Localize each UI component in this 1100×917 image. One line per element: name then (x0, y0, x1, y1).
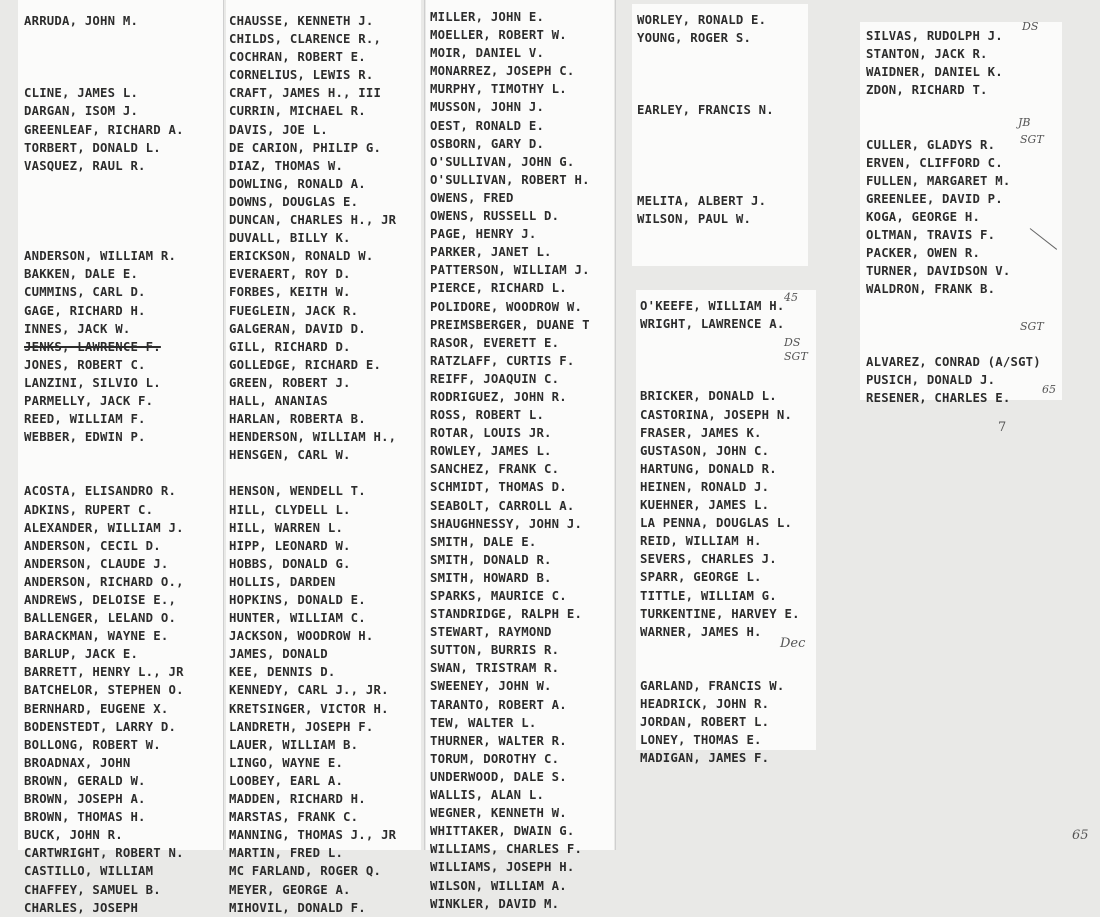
name-entry: BERNHARD, EUGENE X. (24, 701, 169, 716)
name-entry: RASOR, EVERETT E. (430, 335, 560, 350)
name-entry: LINGO, WAYNE E. (229, 755, 344, 770)
name-entry: YOUNG, ROGER S. (637, 31, 752, 46)
name-entry: MILLER, JOHN E. (430, 10, 545, 24)
name-entry: REED, WILLIAM F. (24, 412, 146, 427)
name-entry: WARNER, JAMES H. (640, 624, 762, 639)
name-entry: KRETSINGER, VICTOR H. (229, 701, 389, 716)
name-entry: OEST, RONALD E. (430, 118, 545, 133)
blank-line (24, 66, 184, 84)
name-entry: CHARLES, JOSEPH (24, 900, 139, 915)
name-entry: PREIMSBERGER, DUANE T (430, 317, 590, 332)
blank-line (866, 117, 1041, 135)
name-entry: MURPHY, TIMOTHY L. (430, 82, 567, 97)
name-entry: HALL, ANANIAS (229, 393, 328, 408)
name-entry: CURRIN, MICHAEL R. (229, 104, 366, 119)
name-entry: ANDERSON, CLAUDE J. (24, 556, 169, 571)
name-entry: REID, WILLIAM H. (640, 534, 762, 549)
name-entry: O'SULLIVAN, ROBERT H. (430, 172, 590, 187)
name-entry: WALLIS, ALAN L. (430, 788, 545, 803)
column-divider (424, 0, 425, 850)
blank-line (24, 211, 184, 229)
name-entry: ACOSTA, ELISANDRO R. (24, 484, 177, 499)
name-entry: STANTON, JACK R. (866, 47, 988, 62)
name-entry: CUMMINS, CARL D. (24, 285, 146, 300)
name-entry: VASQUEZ, RAUL R. (24, 158, 146, 173)
name-entry: FUEGLEIN, JACK R. (229, 303, 359, 318)
name-entry: BARRETT, HENRY L., JR (24, 665, 184, 680)
blank-line (866, 335, 1041, 353)
blank-line (637, 83, 774, 101)
name-entry: ANDERSON, CECIL D. (24, 538, 161, 553)
name-entry: OWENS, RUSSELL D. (430, 209, 560, 224)
blank-line (24, 229, 184, 247)
name-entry: ANDERSON, WILLIAM R. (24, 249, 177, 264)
name-entry: ROWLEY, JAMES L. (430, 444, 552, 459)
name-column-4-bottom (640, 297, 800, 767)
name-entry: LA PENNA, DOUGLAS L. (640, 516, 793, 531)
name-entry: GALGERAN, DAVID D. (229, 321, 366, 336)
name-entry: DUVALL, BILLY K. (229, 231, 351, 246)
name-column-1 (24, 12, 184, 917)
name-entry: BAKKEN, DALE E. (24, 267, 139, 282)
name-entry: TORBERT, DONALD L. (24, 140, 161, 155)
blank-line (640, 351, 800, 369)
name-entry: CHILDS, CLARENCE R., (229, 32, 382, 47)
name-entry: KEE, DENNIS D. (229, 665, 336, 680)
name-entry: DUNCAN, CHARLES H., JR (229, 213, 397, 228)
name-entry: HOPKINS, DONALD E. (229, 593, 366, 607)
name-entry: WEGNER, KENNETH W. (430, 806, 567, 821)
name-entry: GREENLEAF, RICHARD A. (24, 122, 184, 137)
column-divider (615, 0, 616, 850)
blank-line (229, 464, 396, 482)
handwritten-mark-sgt: SGT (1020, 133, 1044, 146)
name-entry: WRIGHT, LAWRENCE A. (640, 317, 785, 332)
name-entry: JAMES, DONALD (229, 647, 328, 662)
name-entry: HIPP, LEONARD W. (229, 538, 351, 553)
name-entry: CULLER, GLADYS R. (866, 137, 996, 152)
name-entry: SMITH, HOWARD B. (430, 570, 552, 585)
name-entry: HEINEN, RONALD J. (640, 479, 770, 494)
name-entry: EVERAERT, ROY D. (229, 267, 351, 282)
name-entry: STANDRIDGE, RALPH E. (430, 607, 583, 622)
blank-line (24, 30, 184, 48)
name-entry: TEW, WALTER L. (430, 715, 537, 730)
name-column-3 (430, 8, 590, 913)
handwritten-mark-ds: DS (1022, 20, 1039, 33)
blank-line (866, 317, 1041, 335)
name-entry: ROSS, ROBERT L. (430, 408, 545, 423)
name-entry: LANDRETH, JOSEPH F. (229, 719, 374, 734)
blank-line (637, 47, 774, 65)
name-entry: SCHMIDT, THOMAS D. (430, 480, 567, 495)
name-entry: BROWN, THOMAS H. (24, 810, 146, 825)
name-entry: TARANTO, ROBERT A. (430, 697, 567, 712)
name-entry: RODRIGUEZ, JOHN R. (430, 389, 567, 404)
name-entry: CASTORINA, JOSEPH N. (640, 407, 793, 422)
name-entry: PIERCE, RICHARD L. (430, 281, 567, 296)
name-entry: KENNEDY, CARL J., JR. (229, 683, 389, 698)
name-entry: TURKENTINE, HARVEY E. (640, 606, 800, 621)
name-entry: HILL, CLYDELL L. (229, 502, 351, 517)
name-entry: GOLLEDGE, RICHARD E. (229, 357, 382, 372)
name-entry: HOLLIS, DARDEN (229, 574, 336, 589)
name-entry: FORBES, KEITH W. (229, 285, 351, 300)
name-entry: KUEHNER, JAMES L. (640, 498, 770, 513)
name-entry: HOBBS, DONALD G. (229, 556, 351, 571)
name-entry: WORLEY, RONALD E. (637, 13, 767, 27)
blank-line (866, 298, 1041, 316)
name-column-4-top (637, 11, 774, 228)
name-entry: MANNING, THOMAS J., JR (229, 828, 397, 843)
name-entry: PAGE, HENRY J. (430, 227, 537, 242)
name-entry: CORNELIUS, LEWIS R. (229, 68, 374, 83)
name-entry: PARKER, JANET L. (430, 245, 552, 260)
name-entry: HENSON, WENDELL T. (229, 484, 366, 499)
name-entry: OWENS, FRED (430, 190, 514, 205)
name-entry: ERICKSON, RONALD W. (229, 249, 374, 264)
name-entry: SMITH, DONALD R. (430, 552, 552, 567)
handwritten-mark-sgt-2: SGT (784, 350, 808, 363)
name-entry: BROWN, GERALD W. (24, 773, 146, 788)
blank-line (640, 641, 800, 659)
name-entry: WILLIAMS, CHARLES F. (430, 842, 583, 857)
column-divider (223, 0, 224, 850)
name-entry: REIFF, JOAQUIN C. (430, 371, 560, 386)
name-entry: JORDAN, ROBERT L. (640, 715, 770, 730)
name-entry: ADKINS, RUPERT C. (24, 502, 154, 517)
name-entry: HENDERSON, WILLIAM H., (229, 430, 397, 445)
name-entry: DOWLING, RONALD A. (229, 176, 366, 191)
name-entry: SILVAS, RUDOLPH J. (866, 29, 1003, 43)
name-entry: INNES, JACK W. (24, 321, 131, 336)
name-entry: ANDERSON, RICHARD O., (24, 574, 184, 589)
name-entry: BARACKMAN, WAYNE E. (24, 629, 169, 644)
name-entry: MONARREZ, JOSEPH C. (430, 64, 575, 79)
name-entry: GREEN, ROBERT J. (229, 375, 351, 390)
name-entry: WHITTAKER, DWAIN G. (430, 824, 575, 839)
name-entry: JENKS, LAWRENCE F. (24, 339, 161, 354)
name-entry: MUSSON, JOHN J. (430, 100, 545, 115)
name-entry: MOELLER, ROBERT W. (430, 28, 567, 43)
name-entry: ZDON, RICHARD T. (866, 83, 988, 98)
name-entry: COCHRAN, ROBERT E. (229, 50, 366, 65)
name-entry: DOWNS, DOUGLAS E. (229, 194, 359, 209)
blank-line (637, 138, 774, 156)
name-entry: GAGE, RICHARD H. (24, 303, 146, 318)
name-entry: HENSGEN, CARL W. (229, 448, 351, 463)
name-entry: WILSON, PAUL W. (637, 212, 752, 227)
name-entry: HILL, WARREN L. (229, 520, 344, 535)
name-entry: HARLAN, ROBERTA B. (229, 412, 366, 427)
name-entry: TORUM, DOROTHY C. (430, 751, 560, 766)
name-entry: KOGA, GEORGE H. (866, 209, 981, 224)
name-entry: FRASER, JAMES K. (640, 425, 762, 440)
name-entry: BRICKER, DONALD L. (640, 389, 777, 404)
name-entry: THURNER, WALTER R. (430, 733, 567, 748)
name-entry: SEABOLT, CARROLL A. (430, 498, 575, 513)
name-entry: GUSTASON, JOHN C. (640, 443, 770, 458)
name-entry: WAIDNER, DANIEL K. (866, 65, 1003, 80)
name-column-2 (229, 12, 396, 917)
blank-line (637, 156, 774, 174)
name-entry: MELITA, ALBERT J. (637, 193, 767, 208)
name-entry: WILLIAMS, JOSEPH H. (430, 860, 575, 875)
name-entry: BATCHELOR, STEPHEN O. (24, 683, 184, 698)
name-entry: OSBORN, GARY D. (430, 136, 545, 151)
name-entry: BODENSTEDT, LARRY D. (24, 719, 177, 734)
name-entry: MIHOVIL, DONALD F. (229, 900, 366, 915)
name-entry: WALDRON, FRANK B. (866, 282, 996, 297)
name-entry: ROTAR, LOUIS JR. (430, 426, 552, 441)
name-entry: ERVEN, CLIFFORD C. (866, 155, 1003, 170)
blank-line (640, 659, 800, 677)
blank-line (24, 48, 184, 66)
name-entry: SEVERS, CHARLES J. (640, 552, 777, 567)
name-entry: SPARKS, MAURICE C. (430, 589, 567, 603)
handwritten-mark-jb: JB (1018, 116, 1031, 129)
name-entry: MEYER, GEORGE A. (229, 882, 351, 897)
name-entry: TURNER, DAVIDSON V. (866, 264, 1011, 279)
name-entry: GILL, RICHARD D. (229, 339, 351, 354)
name-entry: SANCHEZ, FRANK C. (430, 462, 560, 477)
name-entry: O'KEEFE, WILLIAM H. (640, 299, 785, 313)
blank-line (24, 464, 184, 482)
name-entry: ANDREWS, DELOISE E., (24, 593, 177, 607)
name-entry: CLINE, JAMES L. (24, 86, 139, 101)
name-entry: DARGAN, ISOM J. (24, 104, 139, 119)
name-entry: WINKLER, DAVID M. (430, 896, 560, 911)
name-entry: MOIR, DANIEL V. (430, 46, 545, 61)
blank-line (24, 175, 184, 193)
name-column-5 (866, 27, 1041, 407)
name-entry: LOOBEY, EARL A. (229, 773, 344, 788)
name-entry: BUCK, JOHN R. (24, 828, 123, 843)
name-entry: WEBBER, EDWIN P. (24, 430, 146, 445)
name-entry: LANZINI, SILVIO L. (24, 375, 161, 390)
name-entry: HUNTER, WILLIAM C. (229, 611, 366, 626)
name-entry: HARTUNG, DONALD R. (640, 461, 777, 476)
name-entry: FULLEN, MARGARET M. (866, 173, 1011, 188)
name-entry: PACKER, OWEN R. (866, 246, 981, 261)
name-entry: CARTWRIGHT, ROBERT N. (24, 846, 184, 861)
blank-line (640, 369, 800, 387)
name-entry: BOLLONG, ROBERT W. (24, 737, 161, 752)
name-entry: SHAUGHNESSY, JOHN J. (430, 516, 583, 531)
name-entry: SPARR, GEORGE L. (640, 570, 762, 585)
name-entry: UNDERWOOD, DALE S. (430, 769, 567, 784)
name-entry: TITTLE, WILLIAM G. (640, 588, 777, 603)
name-entry: HEADRICK, JOHN R. (640, 697, 770, 712)
blank-line (24, 446, 184, 464)
name-entry: CRAFT, JAMES H., III (229, 86, 382, 101)
name-entry: DIAZ, THOMAS W. (229, 158, 344, 173)
name-entry: POLIDORE, WOODROW W. (430, 299, 583, 314)
name-entry: ARRUDA, JOHN M. (24, 14, 139, 28)
name-entry: SWEENEY, JOHN W. (430, 679, 552, 694)
name-entry: RATZLAFF, CURTIS F. (430, 353, 575, 368)
name-entry: GREENLEE, DAVID P. (866, 191, 1003, 206)
name-entry: O'SULLIVAN, JOHN G. (430, 154, 575, 169)
handwritten-page-mark: 65 (1072, 828, 1089, 843)
name-entry: LAUER, WILLIAM B. (229, 737, 359, 752)
handwritten-mark-dec: Dec (780, 636, 806, 651)
name-entry: EARLEY, FRANCIS N. (637, 103, 774, 118)
name-entry: BROWN, JOSEPH A. (24, 792, 146, 807)
blank-line (637, 174, 774, 192)
name-entry: JACKSON, WOODROW H. (229, 629, 374, 644)
name-entry: MARSTAS, FRANK C. (229, 810, 359, 825)
name-entry: BROADNAX, JOHN (24, 755, 131, 770)
name-entry: SWAN, TRISTRAM R. (430, 661, 560, 676)
name-entry: WILSON, WILLIAM A. (430, 878, 567, 893)
name-entry: DAVIS, JOE L. (229, 122, 328, 137)
name-entry: PUSICH, DONALD J. (866, 372, 996, 387)
blank-line (637, 65, 774, 83)
handwritten-mark-65: 65 (1042, 383, 1056, 396)
name-entry: PARMELLY, JACK F. (24, 393, 154, 408)
name-entry: STEWART, RAYMOND (430, 625, 552, 640)
name-entry: CHAUSSE, KENNETH J. (229, 14, 374, 28)
name-entry: SMITH, DALE E. (430, 534, 537, 549)
blank-line (637, 120, 774, 138)
name-entry: DE CARION, PHILIP G. (229, 140, 382, 155)
name-entry: BARLUP, JACK E. (24, 647, 139, 662)
name-entry: JONES, ROBERT C. (24, 357, 146, 372)
blank-line (866, 99, 1041, 117)
handwritten-mark-45: 45 (784, 291, 798, 304)
name-entry: MADDEN, RICHARD H. (229, 792, 366, 807)
name-entry: GARLAND, FRANCIS W. (640, 678, 785, 693)
name-entry: BALLENGER, LELAND O. (24, 611, 177, 626)
blank-line (24, 193, 184, 211)
handwritten-mark-ds-2: DS (784, 336, 801, 349)
name-entry: LONEY, THOMAS E. (640, 733, 762, 748)
handwritten-mark-7: 7 (998, 420, 1007, 435)
name-entry: MC FARLAND, ROGER Q. (229, 864, 382, 879)
name-entry: CHAFFEY, SAMUEL B. (24, 882, 161, 897)
handwritten-mark-sgt-alvarez: SGT (1020, 320, 1044, 333)
name-entry: ALVAREZ, CONRAD (A/SGT) (866, 354, 1041, 369)
name-entry: CASTILLO, WILLIAM (24, 864, 154, 879)
name-entry: OLTMAN, TRAVIS F. (866, 228, 996, 243)
name-entry: RESENER, CHARLES E. (866, 390, 1011, 405)
name-entry: MARTIN, FRED L. (229, 846, 344, 861)
name-entry: MADIGAN, JAMES F. (640, 751, 770, 766)
name-entry: PATTERSON, WILLIAM J. (430, 263, 590, 278)
name-entry: SUTTON, BURRIS R. (430, 643, 560, 658)
blank-line (640, 333, 800, 351)
name-entry: ALEXANDER, WILLIAM J. (24, 520, 184, 535)
